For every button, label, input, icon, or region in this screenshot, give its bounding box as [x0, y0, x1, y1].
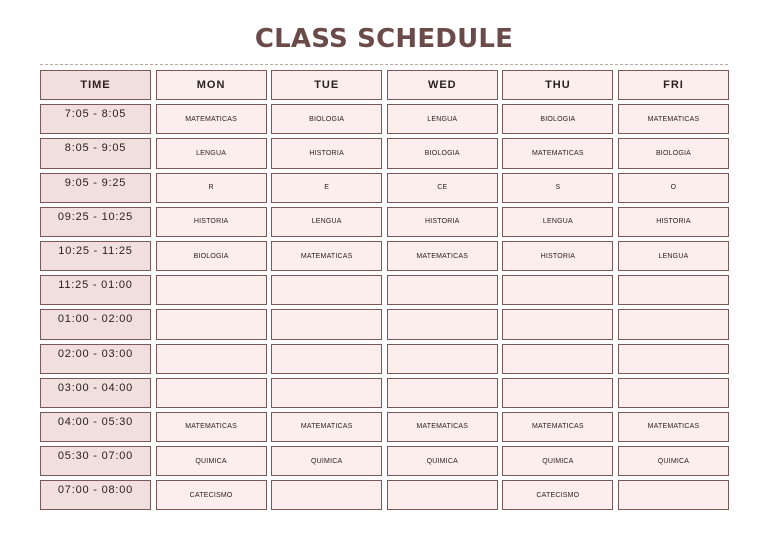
class-cell-thu: S — [502, 173, 613, 203]
class-cell-fri: MATEMATICAS — [618, 412, 729, 442]
class-cell-wed — [387, 378, 498, 408]
class-cell-thu: CATECISMO — [502, 480, 613, 510]
class-cell-thu: QUIMICA — [502, 446, 613, 476]
class-cell-wed: BIOLOGIA — [387, 138, 498, 168]
class-cell-wed — [387, 309, 498, 339]
class-cell-fri — [618, 275, 729, 305]
class-cell-thu — [502, 309, 613, 339]
class-cell-wed: MATEMATICAS — [387, 412, 498, 442]
header-fri: FRI — [618, 70, 729, 100]
class-cell-mon: MATEMATICAS — [156, 412, 267, 442]
class-cell-thu — [502, 275, 613, 305]
class-cell-tue: MATEMATICAS — [271, 241, 382, 271]
header-tue: TUE — [271, 70, 382, 100]
class-cell-fri — [618, 344, 729, 374]
class-cell-wed — [387, 480, 498, 510]
time-slot: 11:25 - 01:00 — [40, 275, 151, 305]
class-cell-fri — [618, 480, 729, 510]
class-cell-tue: BIOLOGIA — [271, 104, 382, 134]
class-cell-thu — [502, 378, 613, 408]
class-cell-tue: HISTORIA — [271, 138, 382, 168]
class-cell-fri: MATEMATICAS — [618, 104, 729, 134]
time-slot: 07:00 - 08:00 — [40, 480, 151, 510]
class-cell-tue — [271, 344, 382, 374]
class-cell-fri: BIOLOGIA — [618, 138, 729, 168]
class-cell-thu: MATEMATICAS — [502, 412, 613, 442]
class-cell-mon: HISTORIA — [156, 207, 267, 237]
class-cell-mon: BIOLOGIA — [156, 241, 267, 271]
class-cell-wed — [387, 344, 498, 374]
class-cell-wed: LENGUA — [387, 104, 498, 134]
class-cell-mon — [156, 344, 267, 374]
class-cell-wed: QUIMICA — [387, 446, 498, 476]
header-thu: THU — [502, 70, 613, 100]
class-cell-tue — [271, 378, 382, 408]
class-cell-wed: HISTORIA — [387, 207, 498, 237]
class-cell-mon — [156, 378, 267, 408]
class-cell-fri: LENGUA — [618, 241, 729, 271]
class-cell-fri — [618, 378, 729, 408]
class-cell-fri: HISTORIA — [618, 207, 729, 237]
time-slot: 7:05 - 8:05 — [40, 104, 151, 134]
divider — [40, 64, 728, 65]
class-cell-thu — [502, 344, 613, 374]
class-cell-tue: QUIMICA — [271, 446, 382, 476]
time-slot: 03:00 - 04:00 — [40, 378, 151, 408]
class-cell-tue — [271, 275, 382, 305]
time-slot: 09:25 - 10:25 — [40, 207, 151, 237]
time-slot: 10:25 - 11:25 — [40, 241, 151, 271]
class-cell-fri: QUIMICA — [618, 446, 729, 476]
class-cell-fri — [618, 309, 729, 339]
page-title: CLASS SCHEDULE — [254, 24, 514, 54]
class-cell-tue — [271, 480, 382, 510]
schedule-table — [40, 70, 729, 510]
class-cell-tue: LENGUA — [271, 207, 382, 237]
class-cell-wed: CE — [387, 173, 498, 203]
class-cell-thu: HISTORIA — [502, 241, 613, 271]
time-slot: 04:00 - 05:30 — [40, 412, 151, 442]
class-cell-fri: O — [618, 173, 729, 203]
class-cell-wed: MATEMATICAS — [387, 241, 498, 271]
time-slot: 8:05 - 9:05 — [40, 138, 151, 168]
class-cell-thu: BIOLOGIA — [502, 104, 613, 134]
class-cell-mon: CATECISMO — [156, 480, 267, 510]
class-cell-mon: QUIMICA — [156, 446, 267, 476]
class-cell-mon — [156, 275, 267, 305]
header-mon: MON — [156, 70, 267, 100]
time-slot: 01:00 - 02:00 — [40, 309, 151, 339]
class-cell-thu: LENGUA — [502, 207, 613, 237]
class-cell-tue — [271, 309, 382, 339]
class-cell-mon: R — [156, 173, 267, 203]
time-slot: 9:05 - 9:25 — [40, 173, 151, 203]
class-cell-tue: E — [271, 173, 382, 203]
time-slot: 05:30 - 07:00 — [40, 446, 151, 476]
header-time: TIME — [40, 70, 151, 100]
time-slot: 02:00 - 03:00 — [40, 344, 151, 374]
class-cell-mon — [156, 309, 267, 339]
class-cell-tue: MATEMATICAS — [271, 412, 382, 442]
class-cell-wed — [387, 275, 498, 305]
class-cell-mon: LENGUA — [156, 138, 267, 168]
class-cell-thu: MATEMATICAS — [502, 138, 613, 168]
header-wed: WED — [387, 70, 498, 100]
class-cell-mon: MATEMATICAS — [156, 104, 267, 134]
